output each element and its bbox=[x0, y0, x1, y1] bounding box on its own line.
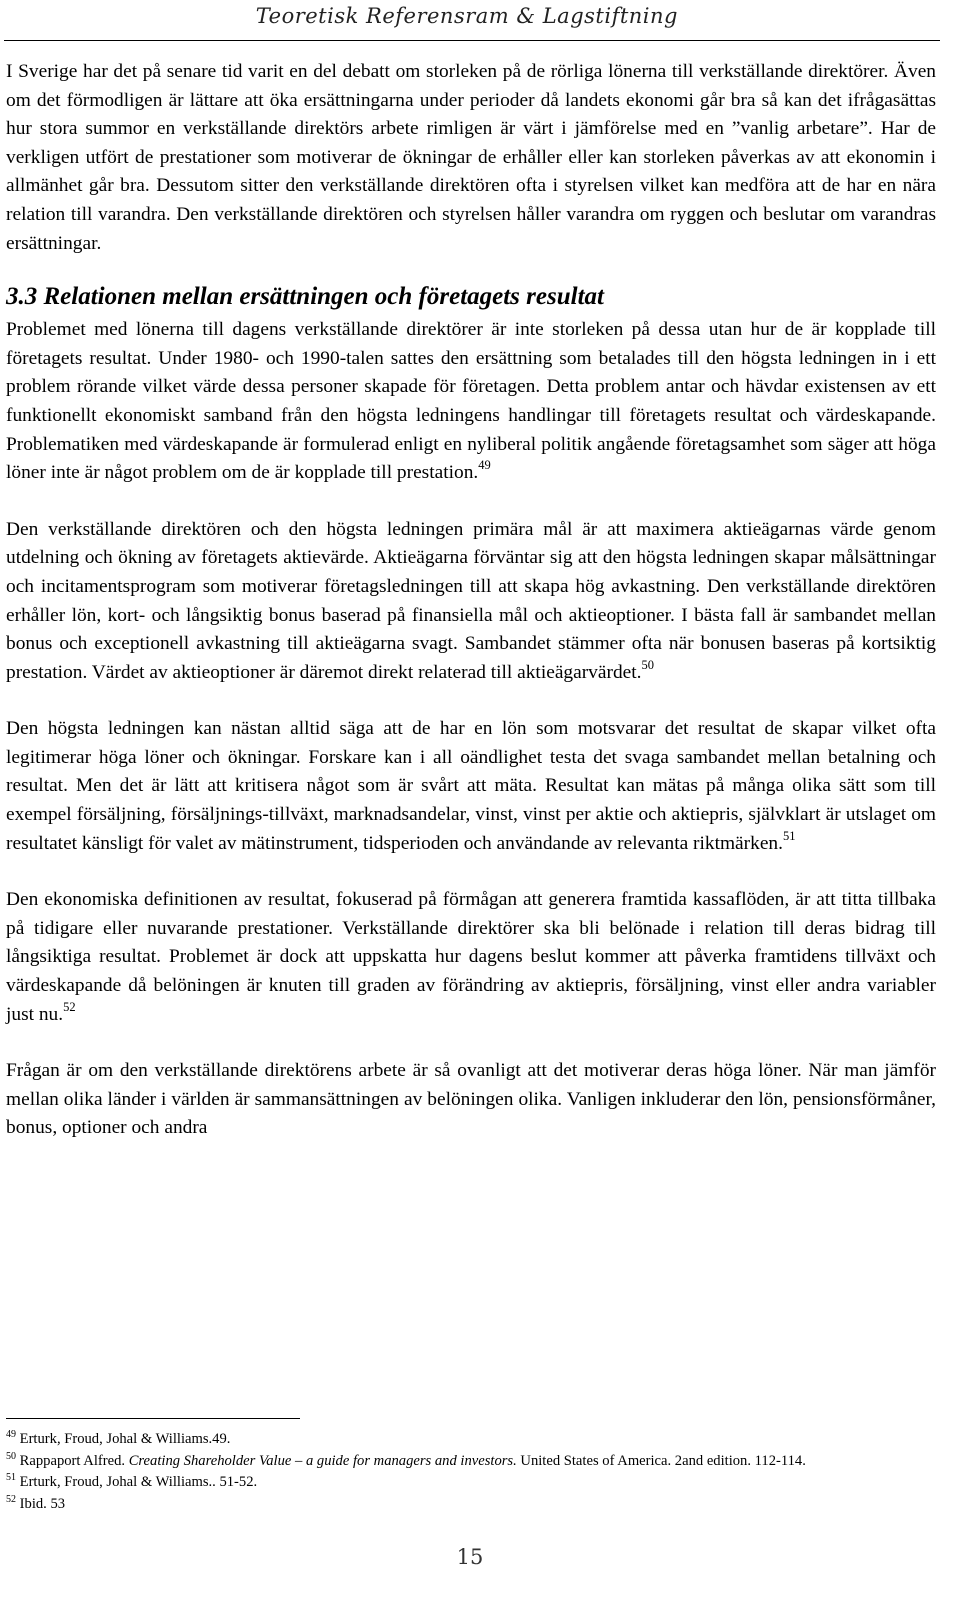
footnote-number: 52 bbox=[6, 1493, 16, 1505]
footnote-reference[interactable]: 49 bbox=[478, 458, 491, 473]
footnote-book-title: Creating Shareholder Value – a guide for managers and investors. bbox=[128, 1452, 517, 1469]
document-body bbox=[6, 58, 936, 1143]
body-paragraph: Den högsta ledningen kan nästan alltid säga att de har en lön som motsvarar det resultat de skapar vilket ofta legitimerar höga löner och ökningar. Forskare kan i all oändlighet testa det svaga sambandet mellan betalning och resultat. Men det är lätt att kritisera något som är svårt att mäta. Resultat kan mätas på många olika sätt som till exempel försäljning, försäljnings-tillväxt, marknadsandelar, vinst, vinst per aktie och aktiepris, självklart är utslaget om resultatet känsligt för valet av mätinstrument, tidsperioden och användande av relevanta riktmärken.$^{51}$ bbox=[6, 718, 936, 854]
footnote-reference[interactable]: 50 bbox=[641, 657, 654, 672]
body-paragraph: Frågan är om den verkställande direktörens arbete är så ovanligt att det motiverar deras höga löner. När man jämför mellan olika länder i världen är sammansättningen av belöningen olika. Vanligen inkluderar den lön, pensionsförmåner, bonus, optioner och andra bbox=[6, 1060, 936, 1139]
footnotes bbox=[6, 1429, 936, 1515]
footnote-reference[interactable]: 51 bbox=[782, 828, 796, 843]
footnote-number: 51 bbox=[6, 1472, 16, 1484]
body-paragraph: Den verkställande direktören och den högsta ledningen primära mål är att maximera aktieägarnas värde genom utdelning och ökning av företagets aktievärde. Aktieägarna förväntar sig att den högsta ledningen skapar målsättningar och incitamentsprogram som motiverar företagsledningen till att skapa hög avkastning. Den verkställande direktören erhåller lön, kort- och långsiktig bonus baserad på finansiella mål och aktieoptioner. I bästa fall är sambandet mellan bonus och exceptionell avkastning till aktieägarna svagt. Sambandet stämmer ofta när bonusen baseras på kortsiktig prestation. Värdet av aktieoptioner är däremot direkt relaterad till aktieägarvärdet.$^{50}$ bbox=[6, 518, 936, 683]
footnote-reference[interactable]: 52 bbox=[63, 999, 76, 1014]
footnote-item: $^{49}$ Erturk, Froud, Johal & Williams.49. bbox=[6, 1429, 231, 1447]
page-number: 15 bbox=[456, 1545, 484, 1569]
footnote-item: $^{51}$ Erturk, Froud, Johal & Williams.. 51-52. bbox=[6, 1472, 258, 1491]
header-rule bbox=[4, 40, 940, 41]
footnote-rule bbox=[6, 1418, 300, 1419]
body-paragraph: Den ekonomiska definitionen av resultat, fokuserad på förmågan att generera framtida kassaflöden, är att titta tillbaka på tidigare eller nuvarande prestationer. Verkställande direktörer ska bli belönade i relation till deras bidrag till långsiktiga resultat. Problemet är dock att uppskatta hur dagens beslut kommer att påverka framtidens tillväxt och värdeskapande då belöningen är knuten till graden av förändring av aktiepris, försäljning, vinst eller andra variabler just nu.$^{52}$ bbox=[6, 889, 936, 1025]
footnote-number: 50 bbox=[6, 1450, 16, 1462]
footnote-item: $^{52}$ Ibid. 53 bbox=[6, 1493, 66, 1512]
footnote-item: $^{50}$ Rappaport Alfred. Creating Shareholder Value – a guide for managers and investors. United States of America. 2and edition. 112-114. bbox=[6, 1450, 806, 1469]
section-heading: 3.3 Relationen mellan ersättningen och företagets resultat bbox=[6, 283, 604, 311]
running-header: Teoretisk Referensram & Lagstiftning bbox=[255, 4, 678, 28]
footnote-number: 49 bbox=[6, 1429, 16, 1440]
body-paragraph: I Sverige har det på senare tid varit en del debatt om storleken på de rörliga lönerna till verkställande direktörer. Även om det förmodligen är lättare att öka ersättningarna under perioder då landets ekonomi går bra så kan det ifrågasättas hur stora summor en verkställande direktörs arbete rimligen är värt i jämförelse med en ”vanlig arbetare”. Har de verkligen utfört de prestationer som motiverar de ökningar de erhåller eller kan storleken påverkas av att ekonomin i allmänhet går bra. Dessutom sitter den verkställande direktören ofta i styrelsen vilket kan medföra att de har en nära relation till varandra. Den verkställande direktören och styrelsen håller varandra om ryggen och beslutar om varandras ersättningar. bbox=[6, 61, 936, 254]
body-paragraph: Problemet med lönerna till dagens verkställande direktörer är inte storleken på dessa utan hur de är kopplade till företagets resultat. Under 1980- och 1990-talen sattes den ersättning som betalades till den högsta ledningen in i ett problem rörande vilket värde dessa personer skapade för företagen. Detta problem antar och hävdar existensen av ett funktionellt ekonomiskt samband från den högsta ledningens handlingar till företagets resultat och värdeskapande. Problematiken med värdeskapande är formulerad enligt en nyliberal politik angående företagsamhet som säger att höga löner inte är något problem om de är kopplade till prestation.$^{49}$ bbox=[6, 319, 936, 484]
